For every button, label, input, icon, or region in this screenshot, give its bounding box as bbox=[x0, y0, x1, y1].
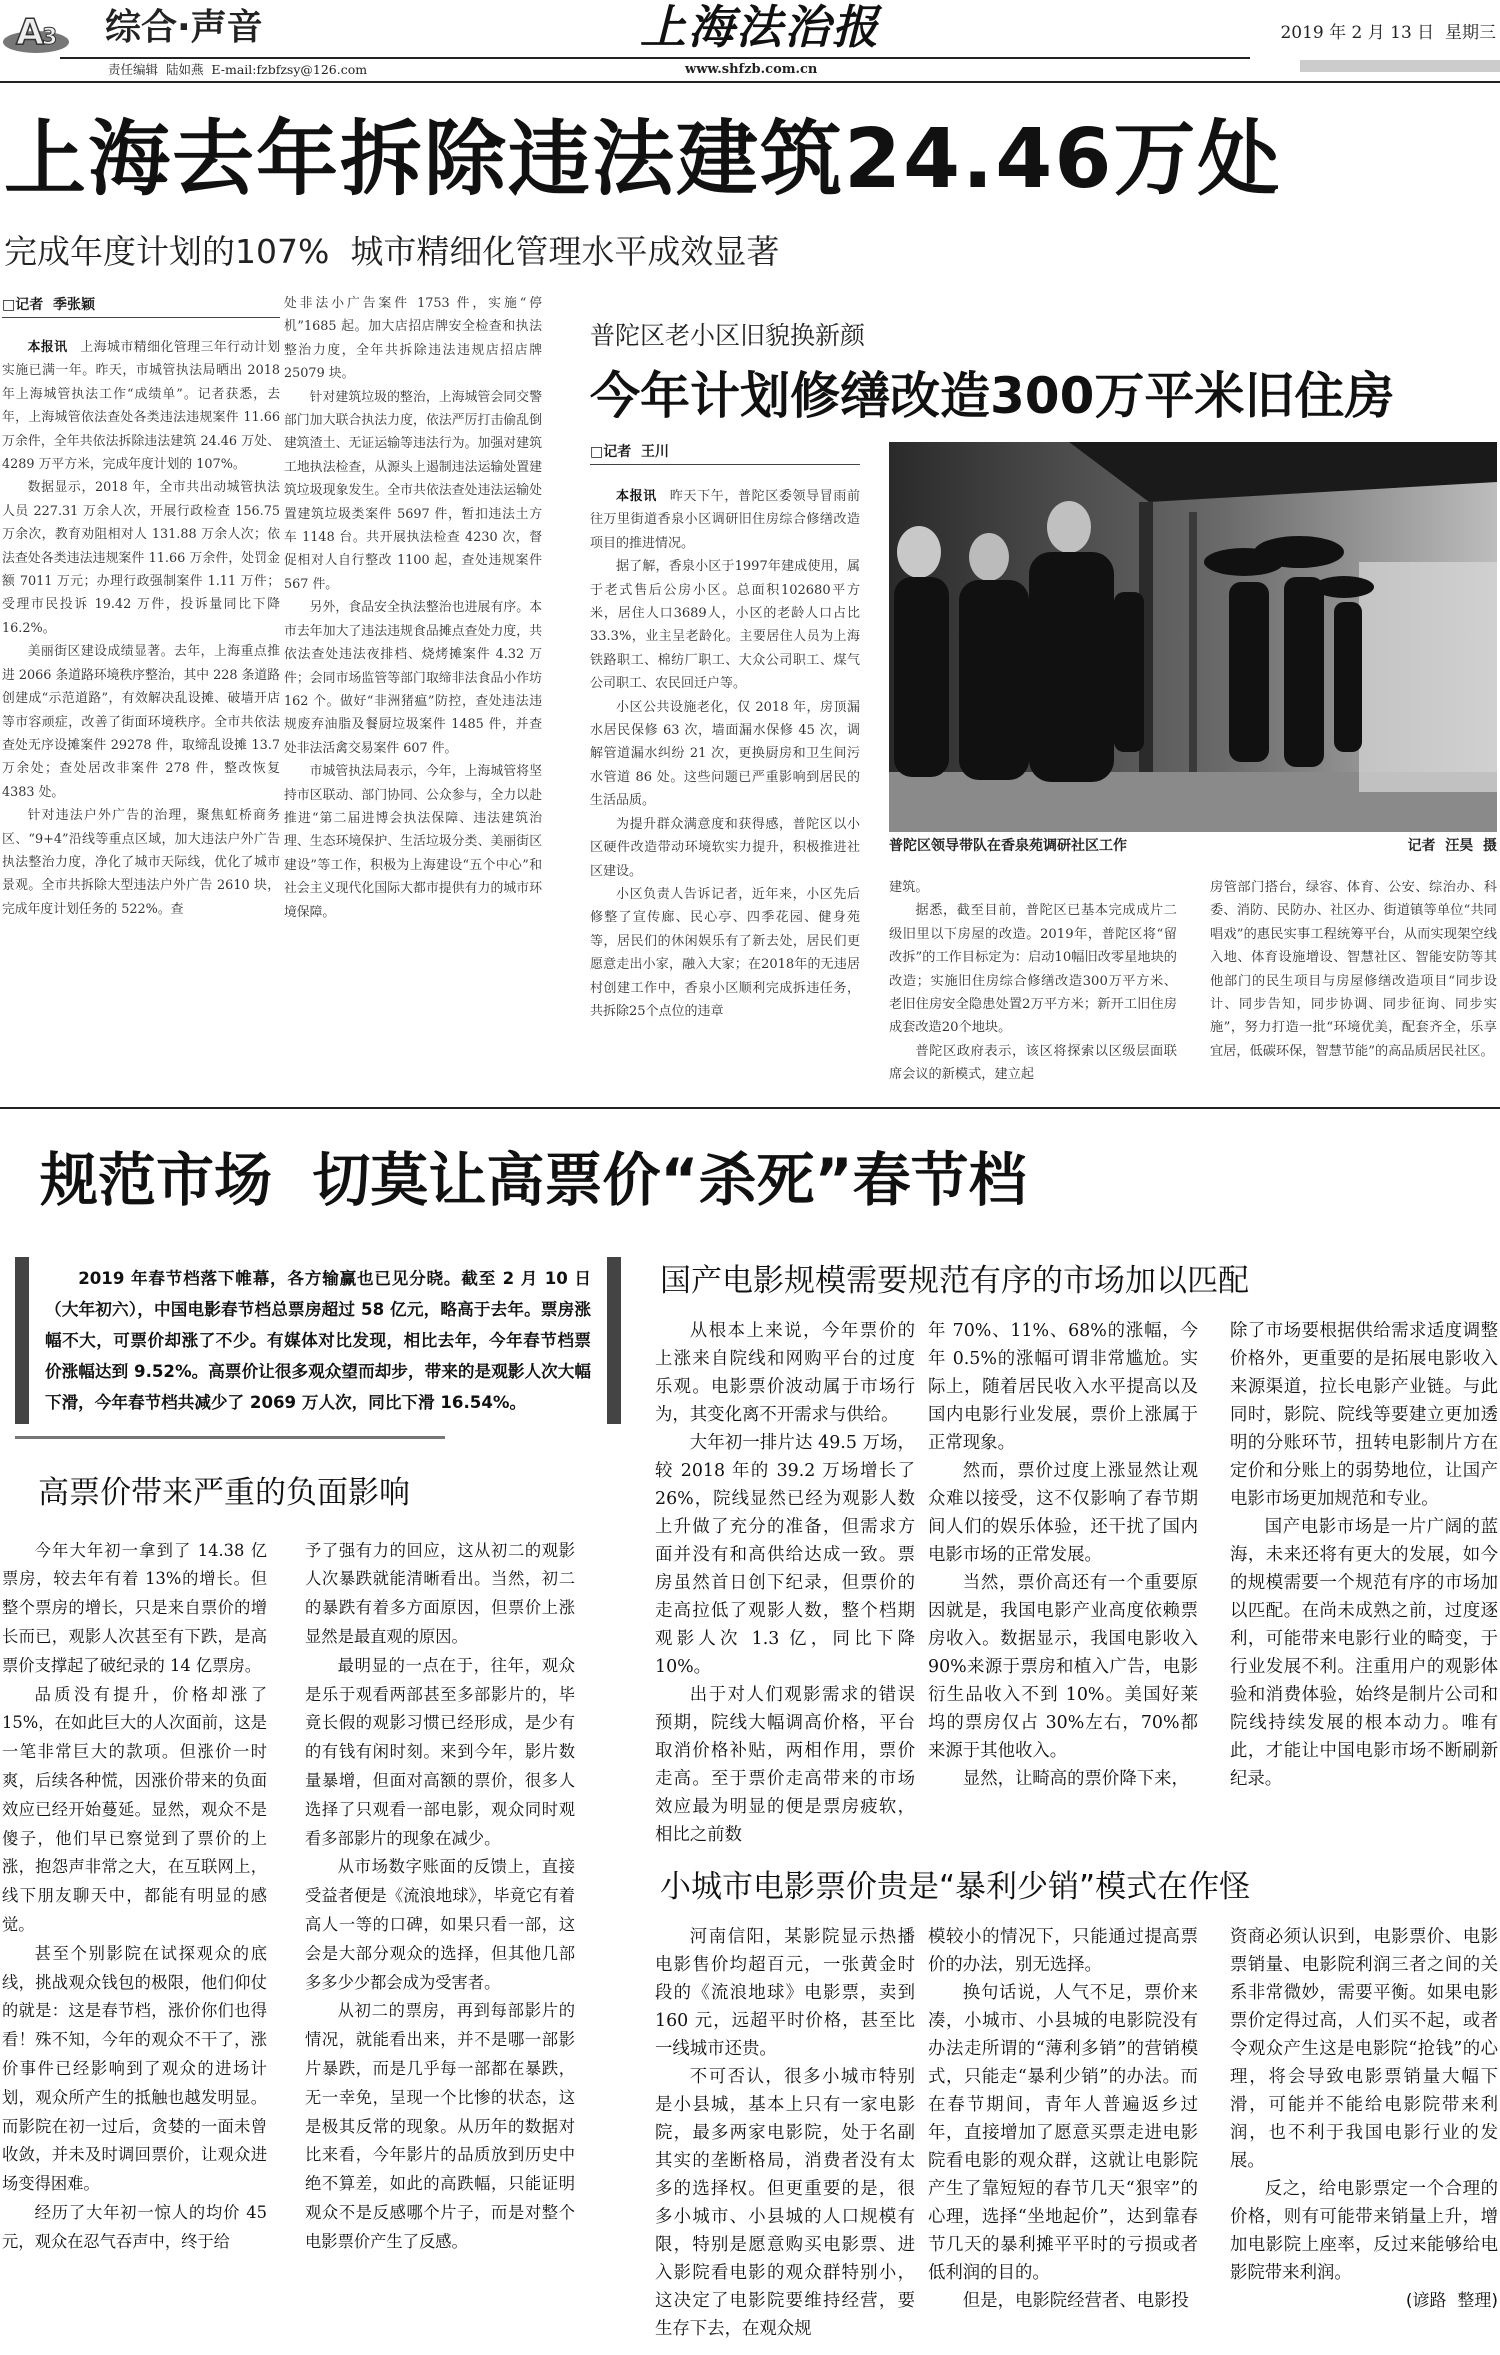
news-photo bbox=[889, 442, 1497, 832]
masthead-logo: 上海法治报 bbox=[640, 0, 880, 54]
paragraph bbox=[2, 336, 280, 476]
paragraph: 从根本上来说，今年票价的上涨来自院线和网购平台的过度乐观。电影票价波动属于市场行为，其变化离不开需求与供给。 bbox=[655, 1320, 915, 1425]
paragraph: 换句话说，人气不足，票价来凑，小城市、小县城的电影院没有办法走所谓的“薄利多销”的营销模式，只能走“暴利少销”的办法。而在春节期间，青年人普遍返乡过年，直接增加了愿意买票走进电影院看电影的观众群，这就让电影院产生了靠短短的春节几天“狠宰”的心理，选择“坐地起价”，达到靠春节几天的暴利摊平平时的亏损或者低利润的目的。 bbox=[928, 1982, 1198, 2283]
story3-column-2 bbox=[305, 1537, 575, 2257]
photo-caption: 普陀区领导带队在香泉苑调研社区工作 bbox=[889, 838, 1127, 854]
issue-date: 2019 年 2 月 13 日 星期三 bbox=[1280, 23, 1496, 43]
paragraph: 房管部门搭台，绿容、体育、公安、综治办、科委、消防、民防办、社区办、街道镇等单位“共同唱戏”的惠民实事工程统筹平台，从而实现架空线入地、体育设施增设、智慧社区、智能安防等其他部门的民生项目与房屋修缮改造项目“同步设计、同步告知，同步协调、同步征询、同步实施”，努力打造一批“环境优美，配套齐全，乐享宜居，低碳环保，智慧节能”的高品质居民社区。 bbox=[1210, 880, 1497, 1059]
story2-kicker: 普陀区老小区旧貌换新颜 bbox=[590, 321, 866, 350]
photo-credit: 记者 汪昊 摄 bbox=[1407, 838, 1497, 854]
story2-headline: 今年计划修缮改造300万平米旧住房 bbox=[590, 367, 1395, 425]
byline: □记者 季张颖 bbox=[2, 295, 280, 318]
story3-column-8 bbox=[1230, 1923, 1498, 2287]
editor-info: 责任编辑 陆如燕 E-mail:fzbfzsy@126.com bbox=[108, 62, 368, 77]
paragraph: 模较小的情况下，只能通过提高票价的办法，别无选择。 bbox=[928, 1926, 1198, 1975]
section-title: 综合·声音 bbox=[105, 7, 263, 48]
story3-column-7 bbox=[928, 1923, 1198, 2315]
paragraph-text: 上海城市精细化管理三年行动计划实施已满一年。昨天，市城管执法局晒出 2018 年上海城管执法工作“成绩单”。记者获悉，去年，上海城管依法查处各类违法违规案件 11.66 万余件，全年共依法拆除违法建筑 24.46 万处、4289 万平方米，完成年度计划的 107%。 bbox=[2, 340, 281, 473]
paragraph: 从市场数字账面的反馈上，直接受益者便是《流浪地球》，毕竟它有着高人一等的口碑，如果只看一部，这会是大部分观众的选择，但其他几部多多少少都会成为受害者。 bbox=[305, 1857, 575, 1992]
paragraph: 普陀区政府表示，该区将探索以区级层面联席会议的新模式，建立起 bbox=[889, 1043, 1177, 1083]
story3-column-3 bbox=[655, 1317, 915, 1849]
paragraph: 针对建筑垃圾的整治，上海城管会同交警部门加大联合执法力度，依法严厉打击偷乱倒建筑渣土、无证运输等违法行为。加强对建筑工地执法检查，从源头上遏制违法运输处置建筑垃圾现象发生。全市共依法查处违法运输处置建筑垃圾类案件 5697 件，暂扣违法土方车 1148 台。共开展执法检查 4230 次，督促相对人自行整改 1100 起，查处违规案件 567 件。 bbox=[284, 389, 542, 592]
paragraph: 国产电影市场是一片广阔的蓝海，未来还将有更大的发展，如今的规模需要一个规范有序的市场加以匹配。在尚未成熟之前，过度逐利，可能带来电影行业的畸变，于行业发展不利。注重用户的观影体验和消费体验，始终是制片公司和院线持续发展的根本动力。唯有此，才能让中国电影市场不断刷新纪录。 bbox=[1230, 1516, 1498, 1789]
story3-body bbox=[0, 1225, 1500, 2355]
paragraph: 从初二的票房，再到每部影片的情况，就能看出来，并不是哪一部影片暴跌，而是几乎每一部都在暴跌，无一幸免，呈现一个比惨的状态，这是极其反常的现象。从历年的数据对比来看，今年影片的品质放到历史中绝不算差，如此的高跌幅，只能证明观众不是反感哪个片子，而是对整个电影票价产生了反感。 bbox=[305, 2001, 575, 2251]
paragraph: 最明显的一点在于，往年，观众是乐于观看两部甚至多部影片的，毕竟长假的观影习惯已经形成，是少有的有钱有闲时刻。来到今年，影片数量暴增，但面对高额的票价，很多人选择了只观看一部电影，观众同时观看多部影片的现象在减少。 bbox=[305, 1655, 575, 1848]
paragraph: 河南信阳，某影院显示热播电影售价均超百元，一张黄金时段的《流浪地球》电影票，卖到 160 元，远超平时价格，甚至比一线城市还贵。 bbox=[655, 1926, 915, 2059]
paragraph: 据了解，香泉小区于1997年建成使用，属于老式售后公房小区。总面积102680平方米，居住人口3689人，小区的老龄人口占比33.3%，业主呈老龄化。主要居住人员为上海铁路职工、棉纺厂职工、大众公司职工、煤气公司职工、农民回迁户等。 bbox=[590, 559, 860, 692]
paragraph: 据悉，截至目前，普陀区已基本完成成片二级旧里以下房屋的改造。2019年，普陀区将“留改拆”的工作目标定为：启动10幅旧改零星地块的改造；实施旧住房综合修缮改造300万平方米、老旧住房安全隐患处置2万平方米；新开工旧住房成套改造20个地块。 bbox=[889, 903, 1177, 1036]
paragraph: 另外，食品安全执法整治也进展有序。本市去年加大了违法违规食品摊点查处力度，共依法查处违法夜排档、烧烤摊案件 4.32 万件；会同市场监管等部门取缔非法食品小作坊 162 个。做好“非洲猪瘟”防控，查处违法违规废弃油脂及餐厨垃圾案件 1485 件，并查处非法活禽交易案件 607 件。 bbox=[284, 600, 542, 756]
story3-headline: 规范市场 切莫让高票价“杀死”春节档 bbox=[40, 1145, 1027, 1214]
paragraph: 除了市场要根据供给需求适度调整价格外，更重要的是拓展电影收入来源渠道，拉长电影产业链。与此同时，影院、院线等要建立更加透明的分账环节，扭转电影制片方在定价和分账上的弱势地位，让国产电影市场更加规范和专业。 bbox=[1230, 1320, 1498, 1509]
story3-column-4 bbox=[928, 1317, 1198, 1793]
paragraph: 经历了大年初一惊人的均价 45 元，观众在忍气吞声中，终于给 bbox=[2, 2202, 267, 2251]
paragraph: 小区公共设施老化，仅 2018 年，房顶漏水居民保修 63 次，墙面漏水保修 45 次，调解管道漏水纠纷 21 次，更换厨房和卫生间污水管道 86 处。这些问题已严重影响到居民的生活品质。 bbox=[590, 699, 860, 809]
page-number-badge bbox=[2, 6, 72, 54]
paragraph: 予了强有力的回应，这从初二的观影人次暴跌就能清晰看出。当然，初二的暴跌有着多方面原因，但票价上涨显然是最直观的原因。 bbox=[305, 1540, 575, 1647]
dateline: 本报讯 bbox=[27, 340, 68, 355]
paragraph bbox=[590, 485, 860, 555]
story1-body bbox=[2, 292, 543, 924]
paragraph: 资商必须认识到，电影票价、电影票销量、电影院利润三者之间的关系非常微妙，需要平衡。如果电影票价定得过高，人们买不起，或者令观众产生这是电影院“抢钱”的心理，将会导致电影票销量大幅下滑，可能并不能给电影院带来利润，也不利于我国电影行业的发展。 bbox=[1230, 1926, 1498, 2171]
editor-note: (谚路 整理) bbox=[1405, 2290, 1498, 2311]
paragraph: 针对违法户外广告的治理，聚焦虹桥商务区、“9+4”沿线等重点区域，加大违法户外广告执法整治力度，净化了城市天际线，优化了城市景观。全市共拆除大型违法户外广告 2610 块，完成年度计划任务的 522%。查 bbox=[2, 808, 280, 917]
paragraph: 大年初一排片达 49.5 万场，较 2018 年的 39.2 万场增长了 26%，院线显然已经为观影人数上升做了充分的准备，但需求方面并没有和高供给达成一致。票房虽然首日创下纪录，但票价的走高拉低了观影人数，整个档期观影人次 1.3 亿，同比下降 10%。 bbox=[655, 1432, 915, 1677]
subheading-negative-impact: 高票价带来严重的负面影响 bbox=[38, 1474, 410, 1511]
paragraph: 品质没有提升，价格却涨了 15%，在如此巨大的人次面前，这是一笔非常巨大的款项。但涨价一时爽，后续各种慌，因涨价带来的负面效应已经开始蔓延。显然，观众不是傻子，他们早已察觉到了票价的上涨，抱怨声非常之大，在互联网上，线下朋友聊天中，都能有明显的感觉。 bbox=[2, 1684, 267, 1935]
paragraph: 甚至个别影院在试探观众的底线，挑战观众钱包的极限，他们仰仗的就是：这是春节档，涨价你们也得看！殊不知，今年的观众不干了，涨价事件已经影响到了观众的进场计划，观众所产生的抵触也越发明显。而影院在初一过后，贪婪的一面未曾收敛，并未及时调回票价，让观众进场变得困难。 bbox=[2, 1943, 267, 2194]
upper-region bbox=[0, 292, 1500, 1087]
paragraph: 当然，票价高还有一个重要原因就是，我国电影产业高度依赖票房收入。数据显示，我国电影收入 90%来源于票房和植入广告，电影衍生品收入不到 10%。美国好莱坞的票房仅占 30%左右，70%都来源于其他收入。 bbox=[928, 1572, 1198, 1761]
story2-column-1 bbox=[590, 485, 860, 1023]
subheading-market-regulation: 国产电影规模需要规范有序的市场加以匹配 bbox=[660, 1262, 1249, 1299]
page-header bbox=[0, 0, 1500, 86]
paragraph: 但是，电影院经营者、电影投 bbox=[962, 2290, 1189, 2311]
story2-column-2 bbox=[889, 876, 1177, 1087]
story1-column-1 bbox=[2, 336, 280, 921]
paragraph: 然而，票价过度上涨显然让观众难以接受，这不仅影响了春节期间人们的娱乐体验，还干扰了国内电影市场的正常发展。 bbox=[928, 1460, 1198, 1565]
svg-text:A: A bbox=[16, 12, 44, 53]
paragraph: 显然，让畸高的票价降下来， bbox=[962, 1768, 1189, 1789]
website-link[interactable]: www.shfzb.com.cn bbox=[685, 62, 818, 77]
main-subtitle: 完成年度计划的107% 城市精细化管理水平成效显著 bbox=[4, 232, 780, 271]
paragraph: 数据显示，2018 年，全市共出动城管执法人员 227.31 万余人次，开展行政检查 156.75 万余次，教育劝阻相对人 131.88 万余人次；依法查处各类违法违规案件 11.66 万余件，处罚金额 7011 万元；办理行政强制案件 1.11 万件；受理市民投诉 19.42 万件，投诉量同比下降 16.2%。 bbox=[2, 480, 280, 636]
story3-column-6 bbox=[655, 1923, 915, 2343]
paragraph: 年 70%、11%、68%的涨幅，今年 0.5%的涨幅可谓非常尴尬。实际上，随着居民收入水平提高以及国内电影行业发展，票价上涨属于正常现象。 bbox=[928, 1320, 1198, 1453]
main-headline: 上海去年拆除违法建筑24.46万处 bbox=[4, 112, 1282, 207]
paragraph: 不可否认，很多小城市特别是小县城，基本上只有一家电影院，最多两家电影院，处于名副其实的垄断格局，消费者没有太多的选择权。但更重要的是，很多小城市、小县城的人口规模有限，特别是愿意购买电影票、进入影院看电影的观众群特别小，这决定了电影院要维持经营，要生存下去，在观众规 bbox=[655, 2066, 915, 2339]
paragraph: 处非法小广告案件 1753 件，实施“停机”1685 起。加大店招店牌安全检查和执法整治力度，全年共拆除违法违规店招店牌 25079 块。 bbox=[284, 296, 542, 382]
story1-column-2 bbox=[284, 292, 542, 924]
story2 bbox=[590, 292, 1498, 1087]
paragraph: 小区负责人告诉记者，近年来，小区先后修整了宣传廊、民心亭、四季花园、健身苑等，居民们的休闲娱乐有了新去处，居民们更愿意走出小家，融入大家；在2018年的无违居村创建工作中，香泉小区顺利完成拆违任务，共拆除25个点位的违章 bbox=[590, 886, 860, 1019]
subheading-small-city-prices: 小城市电影票价贵是“暴利少销”模式在作怪 bbox=[660, 1868, 1251, 1905]
story3-column-5 bbox=[1230, 1317, 1498, 1793]
paragraph: 今年大年初一拿到了 14.38 亿票房，较去年有着 13%的增长。但整个票房的增长，只是来自票价的增长而已，观影人次甚至有下跌，是高票价支撑起了破纪录的 14 亿票房。 bbox=[2, 1540, 267, 1675]
paragraph: 市城管执法局表示，今年，上海城管将坚持市区联动、部门协同、公众参与，全力以赴推进“第二届进博会执法保障、违法建筑治理、生态环境保护、生活垃圾分类、美丽街区建设”等工作，积极为上海建设“五个中心”和社会主义现代化国际大都市提供有力的城市环境保障。 bbox=[284, 764, 542, 920]
story3-column-1 bbox=[2, 1537, 267, 2257]
dateline: 本报讯 bbox=[616, 489, 657, 504]
paragraph: 美丽街区建设成绩显著。去年，上海重点推进 2066 条道路环境秩序整治，其中 228 条道路创建成“示范道路”，有效解决乱设摊、破墙开店等市容顽症，改善了街面环境秩序。全市共依法查处无序设摊案件 29278 件，取缔乱设摊 13.7 万余处；查处居改非案件 278 件，整改恢复 4383 处。 bbox=[2, 644, 281, 800]
section-divider bbox=[0, 1107, 1500, 1109]
paragraph: 建筑。 bbox=[889, 880, 929, 895]
paragraph: 出于对人们观影需求的错误预期，院线大幅调高价格，平台取消价格补贴，两相作用，票价走高。至于票价走高带来的市场效应最为明显的便是票房疲软，相比之前数 bbox=[655, 1684, 915, 1845]
story2-column-3 bbox=[1210, 876, 1497, 1063]
byline: □记者 王川 bbox=[590, 442, 860, 465]
summary-text: 2019 年春节档落下帷幕，各方输赢也已见分晓。截至 2 月 10 日（大年初六），中国电影春节档总票房超过 58 亿元，略高于去年。票房涨幅不大，可票价却涨了不少。有媒体对比发现，相比去年，今年春节档票价涨幅达到 9.52%。高票价让很多观众望而却步，带来的是观影人次大幅下滑，今年春节档共减少了 2069 万人次，同比下滑 16.54%。 bbox=[45, 1268, 591, 1412]
paragraph: 反之，给电影票定一个合理的价格，则有可能带来销量上升，增加电影院上座率，反过来能够给电影院带来利润。 bbox=[1230, 2178, 1498, 2283]
paragraph: 为提升群众满意度和获得感，普陀区以小区硬件改造带动环境软实力提升，积极推进社区建设。 bbox=[590, 816, 860, 879]
paragraph-text: 昨天下午，普陀区委领导冒雨前往万里街道香泉小区调研旧住房综合修缮改造项目的推进情况。 bbox=[590, 489, 860, 551]
svg-text:3: 3 bbox=[42, 25, 58, 50]
summary-box bbox=[15, 1257, 621, 1424]
